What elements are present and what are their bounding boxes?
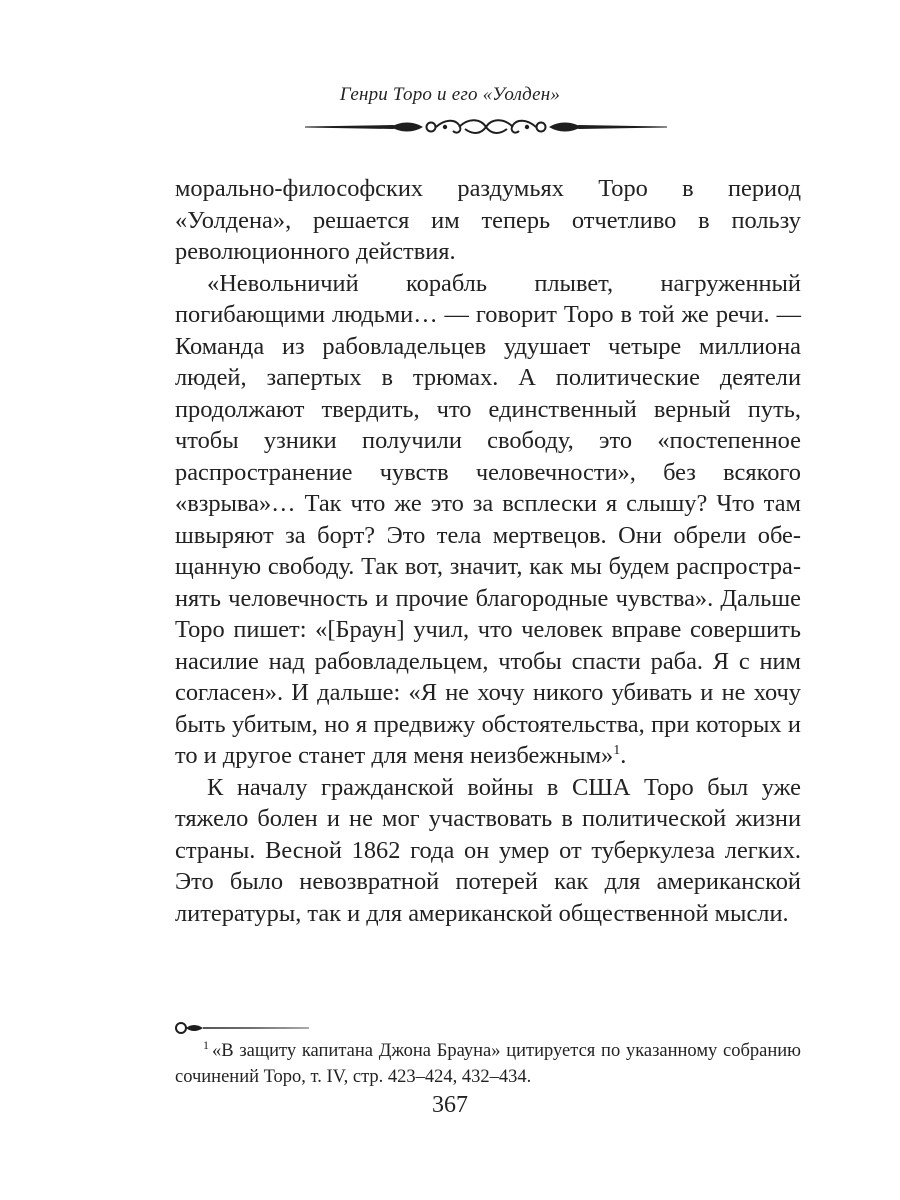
body-text: [175, 173, 801, 929]
paragraph-2-text: «Невольничий корабль плывет, нагруженный погибающими людьми… — говорит Торо в той же речи. — Команда из рабовладельцев удушает четыре миллиона людей, запертых в трюмах. А политические деятели продолжают твердить, что единственный верный путь, чтобы узники получили свободу, это «постепенное распространение чувств человечности», без всякого «взрыва»… Так что же это за всплески я слышу? Что там швыряют за борт? Это тела мертвецов. Они обрели обещанную свободу. Так вот, значит, как мы будем распространять человечность и прочие благородные чувства». Дальше Торо пишет: «[Браун] учил, что человек вправе совершить насилие над рабовладельцем, чтобы спасти раба. Я с ним согласен». И дальше: «Я не хочу никого убивать и не хочу быть убитым, но я предвижу обстоятельства, при которых и то и другое станет для меня неизбежным»: [175, 269, 801, 769]
footnote-number: 1: [203, 1037, 209, 1052]
running-header: [0, 84, 900, 106]
footnote: [175, 1038, 801, 1090]
footnote-reference: 1: [613, 742, 621, 758]
footnote-text: «В защиту капитана Джона Брауна» цитируется по указанному собранию сочинений Торо, т. IV, стр. 423–424, 432–434.: [175, 1041, 801, 1087]
header-ornament: [305, 115, 667, 139]
paragraph-3: К началу гражданской войны в США Торо был уже тяжело болен и не мог участвовать в политической жизни страны. Весной 1862 года он умер от туберкулеза легких. Это было невозвратной потерей как для американской литературы, так и для американской общественной мысли.: [175, 773, 801, 927]
page-number: 367: [432, 1092, 468, 1118]
running-title: Генри Торо и его «Уолден»: [339, 84, 561, 105]
paragraph-2-end: .: [620, 742, 627, 769]
paragraph-1: морально-философских раздумьях Торо в период «Уолдена», решается им теперь отчетливо в пользу революционного действия.: [175, 175, 801, 265]
paragraph-2: [175, 268, 801, 772]
footnote-ornament: [173, 1021, 309, 1035]
